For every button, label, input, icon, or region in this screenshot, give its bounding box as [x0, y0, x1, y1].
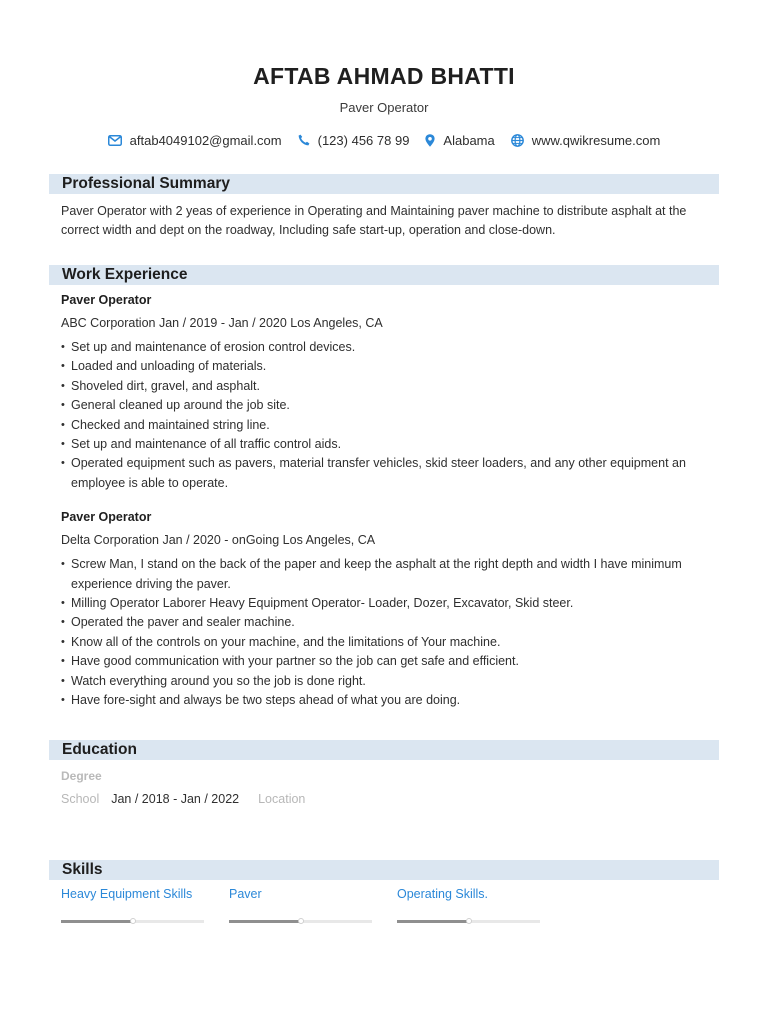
list-item: • Operated the paver and sealer machine. — [61, 613, 719, 632]
job-meta: ABC Corporation Jan / 2019 - Jan / 2020 Los Angeles, CA — [61, 316, 383, 330]
list-item: • Checked and maintained string line. — [61, 416, 719, 435]
list-item: • Screw Man, I stand on the back of the paper and keep the asphalt at the right depth and width I have minimum experience driving the paver. — [61, 555, 719, 594]
list-item: • Shoveled dirt, gravel, and asphalt. — [61, 377, 719, 396]
education-location: Location — [258, 792, 306, 806]
summary-heading: Professional Summary — [49, 174, 719, 194]
skill-item — [229, 887, 397, 923]
job-bullets — [49, 555, 719, 710]
list-item: • Have fore-sight and always be two steps ahead of what you are doing. — [61, 691, 719, 710]
skill-level-fill — [61, 920, 133, 923]
skills-list — [49, 887, 719, 923]
envelope-icon — [108, 135, 122, 146]
education-dates: Jan / 2018 - Jan / 2022 — [111, 792, 240, 806]
skill-level-handle — [298, 918, 304, 924]
skill-level-fill — [229, 920, 301, 923]
contact-email[interactable] — [108, 133, 282, 148]
job-meta: Delta Corporation Jan / 2020 - onGoing Los Angeles, CA — [61, 533, 376, 548]
skill-level-handle — [130, 918, 136, 924]
list-item: • Loaded and unloading of materials. — [61, 357, 719, 376]
candidate-name: AFTAB AHMAD BHATTI — [253, 63, 515, 89]
experience-section — [49, 265, 719, 711]
website-text: www.qwikresume.com — [531, 132, 661, 148]
summary-section — [49, 174, 719, 239]
skill-item — [61, 887, 229, 923]
list-item: • Watch everything around you so the job is done right. — [61, 672, 719, 691]
skill-name: Heavy Equipment Skills — [61, 887, 193, 901]
summary-text: Paver Operator with 2 yeas of experience in Operating and Maintaining paver machine to distribute asphalt at the correct width and dept on the roadway, Including safe start-up, operation and close-down. — [61, 204, 687, 237]
contact-phone[interactable] — [298, 133, 410, 148]
education-school: School — [61, 792, 100, 806]
education-degree: Degree — [61, 769, 102, 783]
skills-heading: Skills — [49, 860, 719, 880]
phone-icon — [298, 134, 310, 146]
contact-location[interactable] — [425, 133, 494, 148]
skill-level-fill — [397, 920, 469, 923]
email-text: aftab4049102@gmail.com — [129, 132, 282, 148]
job-entry — [49, 293, 719, 493]
list-item: • Operated equipment such as pavers, material transfer vehicles, skid steer loaders, and any other equipment an employee is able to operate. — [61, 454, 719, 493]
list-item: • Set up and maintenance of erosion control devices. — [61, 338, 719, 357]
skills-section — [49, 860, 719, 923]
list-item: • Know all of the controls on your machine, and the limitations of Your machine. — [61, 633, 719, 652]
candidate-title: Paver Operator — [339, 100, 429, 115]
skill-level-bar — [61, 920, 204, 923]
education-section — [49, 740, 719, 806]
experience-heading: Work Experience — [49, 265, 719, 285]
job-title: Paver Operator — [61, 293, 152, 307]
job-bullets — [49, 338, 719, 493]
list-item: • Milling Operator Laborer Heavy Equipment Operator- Loader, Dozer, Excavator, Skid steer. — [61, 594, 719, 613]
job-entry — [49, 510, 719, 710]
globe-icon — [511, 134, 524, 147]
map-pin-icon — [425, 134, 435, 147]
contact-website[interactable] — [511, 133, 661, 148]
list-item: • Have good communication with your partner so the job can get safe and efficient. — [61, 652, 719, 671]
resume-header — [0, 0, 768, 149]
skill-name: Paver — [229, 887, 262, 901]
education-heading: Education — [49, 740, 719, 760]
education-details — [49, 792, 719, 806]
list-item: • General cleaned up around the job site. — [61, 396, 719, 415]
contact-bar — [0, 131, 768, 149]
skill-level-bar — [397, 920, 540, 923]
phone-text: (123) 456 78 99 — [317, 132, 410, 148]
skill-level-handle — [466, 918, 472, 924]
skill-item — [397, 887, 565, 923]
skill-level-bar — [229, 920, 372, 923]
location-text: Alabama — [443, 132, 495, 148]
job-title: Paver Operator — [61, 510, 152, 525]
skill-name: Operating Skills. — [397, 887, 489, 901]
list-item: • Set up and maintenance of all traffic control aids. — [61, 435, 719, 454]
